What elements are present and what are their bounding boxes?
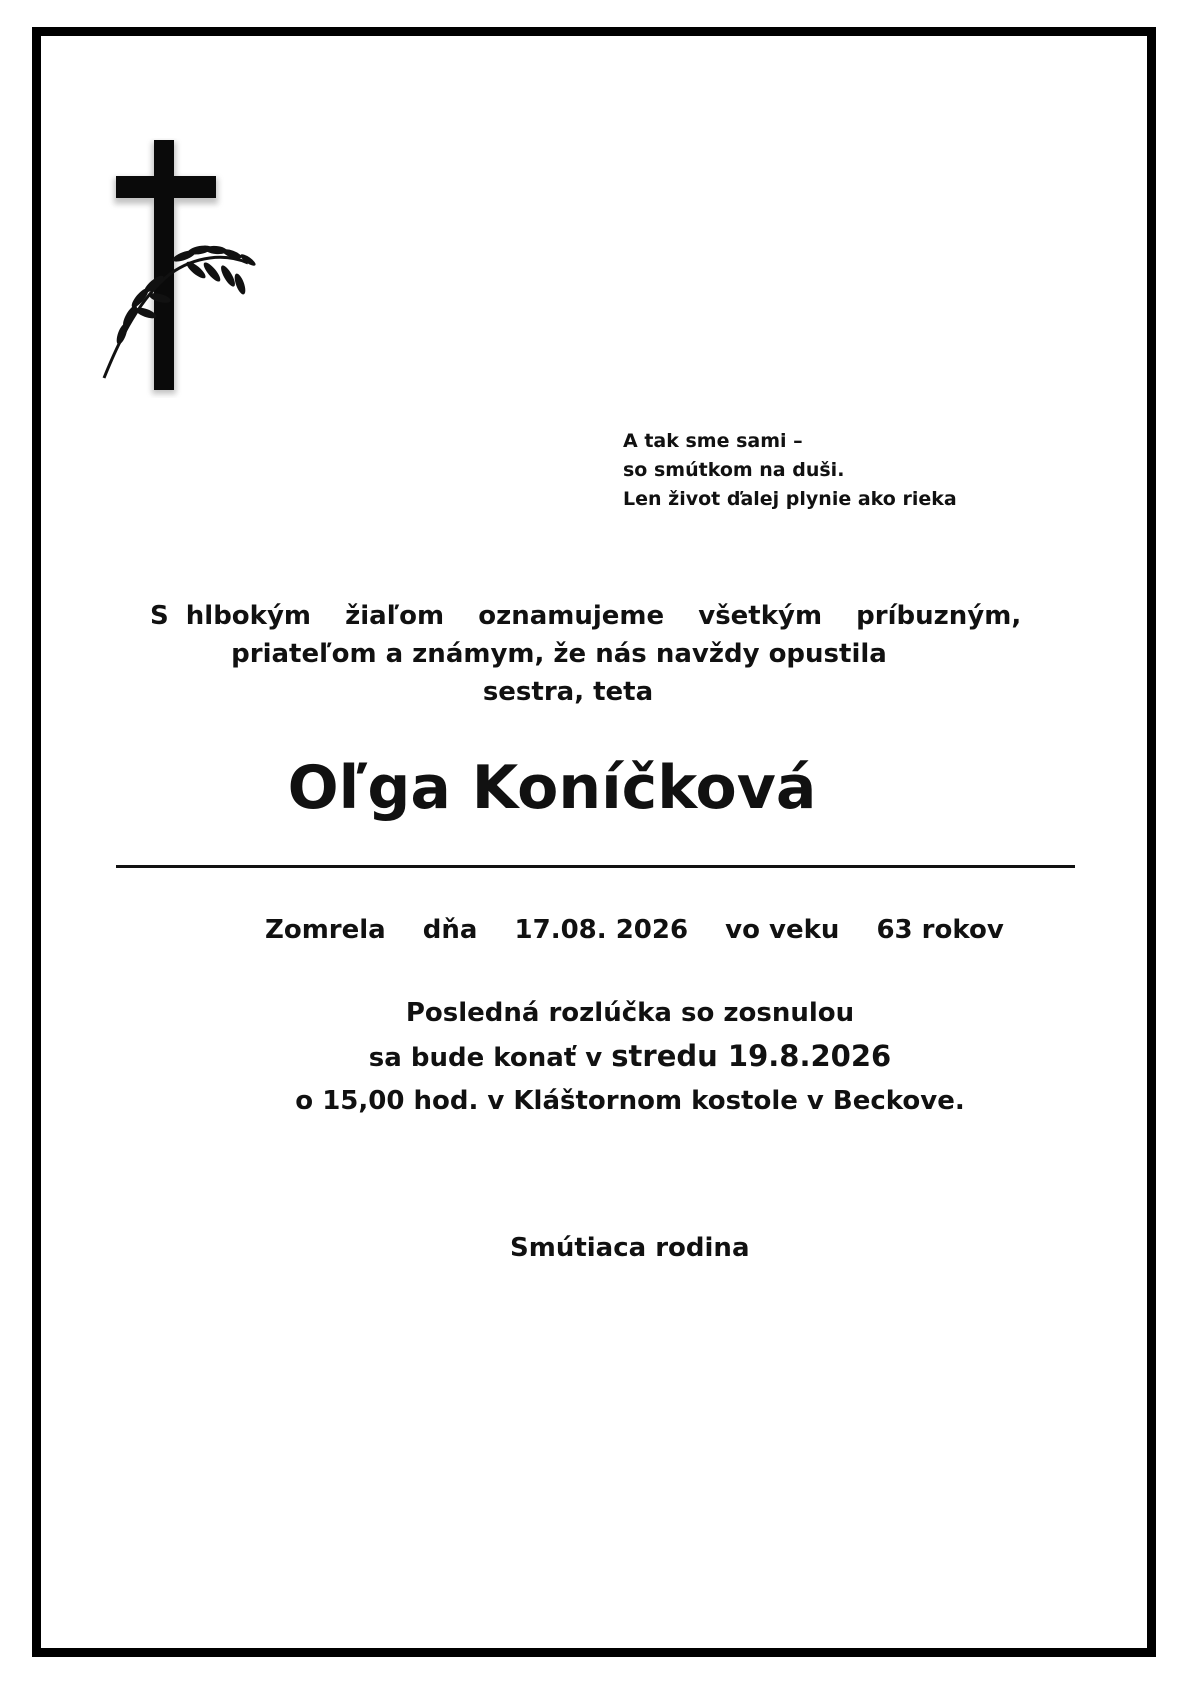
funeral-line: o 15,00 hod. v Kláštornom kostole v Beckove.	[295, 1086, 965, 1116]
age-value: 63 rokov	[876, 915, 1004, 945]
death-date: 17.08. 2026	[514, 915, 689, 945]
opening-verse	[623, 427, 957, 514]
announcement-line: priateľom a známym, že nás navždy opustila	[231, 639, 887, 669]
death-day-label: dňa	[422, 915, 478, 945]
verse-line: so smútkom na duši.	[623, 459, 845, 481]
funeral-line-prefix: sa bude konať v	[368, 1043, 603, 1073]
death-label: Zomrela	[265, 915, 386, 945]
funeral-line	[230, 1035, 1030, 1080]
age-label: vo veku	[725, 915, 840, 945]
funeral-day: stredu 19.8.2026	[611, 1039, 892, 1073]
verse-line: A tak sme sami –	[623, 430, 803, 452]
announcement-line: S hlbokým žiaľom oznamujeme všetkým príbuzným,	[150, 601, 1022, 631]
deceased-name: Oľga Koníčková	[287, 753, 817, 823]
announcement-text	[150, 597, 1022, 711]
cross-with-palm-branch-icon	[100, 138, 270, 398]
signature: Smútiaca rodina	[510, 1233, 750, 1263]
verse-line: Len život ďalej plynie ako rieka	[623, 488, 957, 510]
funeral-details	[230, 992, 1030, 1123]
announcement-line: sestra, teta	[482, 677, 654, 707]
funeral-line: Posledná rozlúčka so zosnulou	[405, 998, 855, 1028]
divider-line	[116, 865, 1075, 868]
death-details	[265, 912, 1004, 948]
